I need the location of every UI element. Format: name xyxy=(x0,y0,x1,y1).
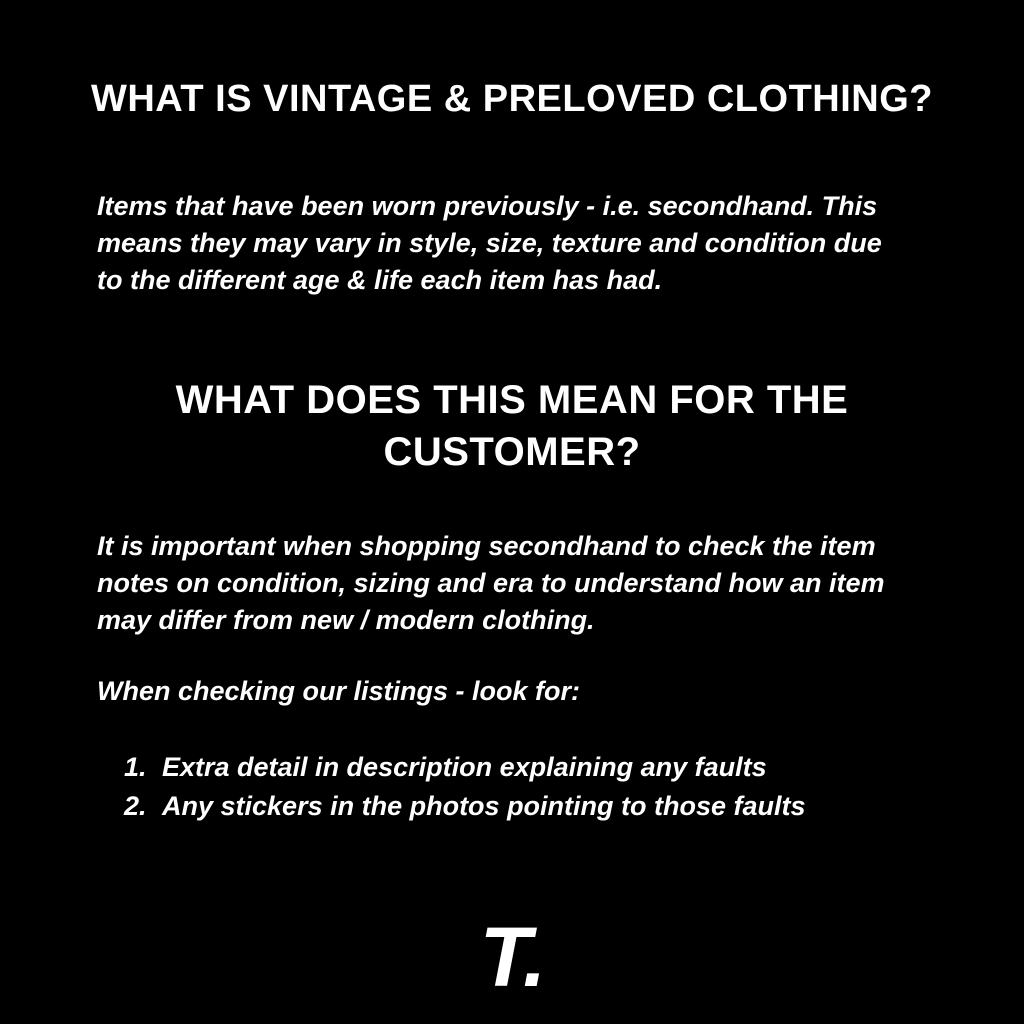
listings-intro: When checking our listings - look for: xyxy=(97,676,581,706)
checklist-item xyxy=(124,787,964,826)
section-heading xyxy=(0,374,1024,478)
text-line: to the different age & life each item has had. xyxy=(97,265,663,295)
customer-paragraph xyxy=(97,528,954,639)
text-line: It is important when shopping secondhand to check the item xyxy=(97,531,876,561)
heading-line: WHAT DOES THIS MEAN FOR THE xyxy=(175,378,849,422)
text-line: may differ from new / modern clothing. xyxy=(97,605,595,635)
text-line: notes on condition, sizing and era to understand how an item xyxy=(97,568,885,598)
list-text: Any stickers in the photos pointing to those faults xyxy=(162,791,806,821)
text-line: Items that have been worn previously - i.e. secondhand. This xyxy=(97,191,878,221)
page-title: WHAT IS VINTAGE & PRELOVED CLOTHING? xyxy=(90,78,934,120)
heading-line: CUSTOMER? xyxy=(383,430,641,474)
list-number: 2. xyxy=(124,791,147,821)
intro-paragraph xyxy=(97,188,954,299)
checklist-item xyxy=(124,748,964,787)
checklist xyxy=(124,748,964,826)
list-text: Extra detail in description explaining any faults xyxy=(162,752,767,782)
list-number: 1. xyxy=(124,752,147,782)
brand-logo: T. xyxy=(479,910,545,1004)
text-line: means they may vary in style, size, texture and condition due xyxy=(97,228,882,258)
